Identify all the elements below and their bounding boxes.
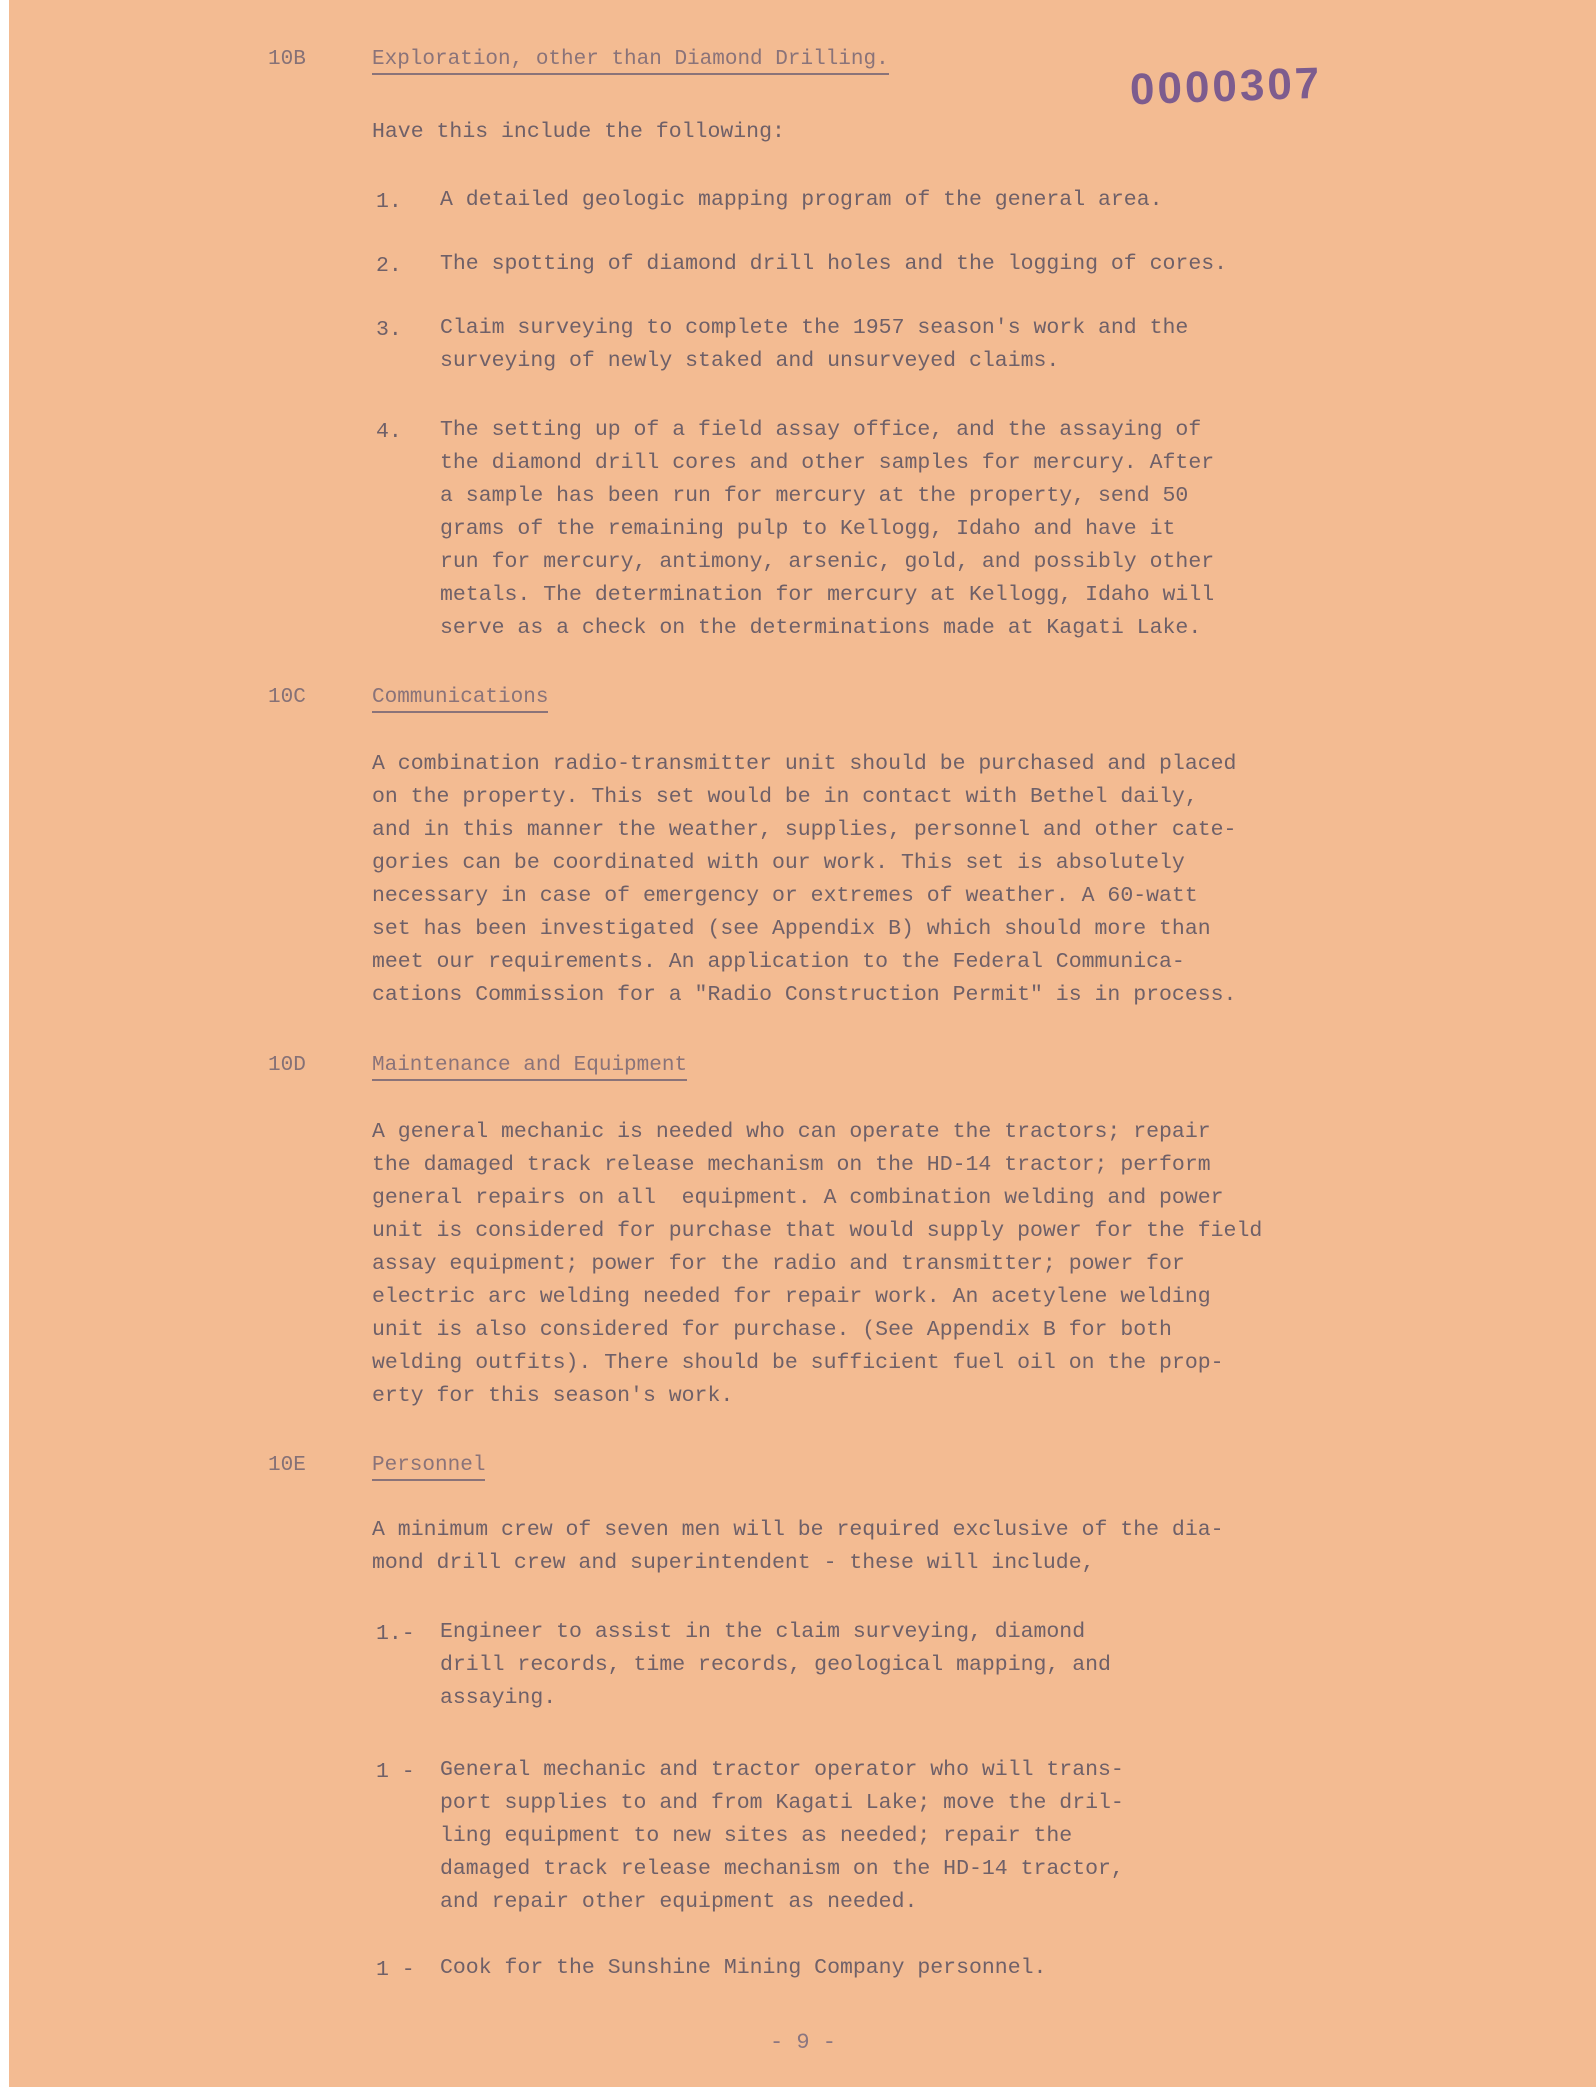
section-10b-item-1-number: 1. bbox=[376, 190, 402, 214]
section-10e-item-2-number: 1 - bbox=[376, 1760, 415, 1784]
section-10e-item-3-number: 1 - bbox=[376, 1958, 415, 1982]
section-10d-body: A general mechanic is needed who can operate the tractors; repair the damaged track release mechanism on the HD-14 tractor; perform general repairs on all equipment. A combination welding and power unit is considered for purchase that would supply power for the field assay equipment; power for the radio and transmitter; power for electric arc welding needed for repair work. An acetylene welding unit is also considered for purchase. (See Appendix B for both welding outfits). There should be sufficient fuel oil on the prop- erty for this season's work. bbox=[372, 1120, 1263, 1408]
scan-edge-left bbox=[0, 0, 9, 2091]
section-10e-item-2-text: General mechanic and tractor operator who will trans- port supplies to and from Kagati Lake; move the dril- ling equipment to new sites as needed; repair the damaged track release mechanism on the HD-14 tractor, and repair other equipment as needed. bbox=[440, 1758, 1124, 1914]
section-10c-title: Communications bbox=[372, 686, 548, 713]
section-10b-item-2-number: 2. bbox=[376, 254, 402, 278]
section-10c-number: 10C bbox=[268, 686, 306, 709]
section-10b-item-4-number: 4. bbox=[376, 420, 402, 444]
section-10b-item-4-text: The setting up of a field assay office, and the assaying of the diamond drill cores and other samples for mercury. After a sample has been run for mercury at the property, send 50 grams of the remaining pulp to Kellogg, Idaho and have it run for mercury, antimony, arsenic, gold, and possibly other metals. The determination for mercury at Kellogg, Idaho will serve as a check on the determinations made at Kagati Lake. bbox=[440, 418, 1215, 640]
section-10e-item-3-text: Cook for the Sunshine Mining Company personnel. bbox=[440, 1956, 1047, 1980]
section-10b-item-3-text: Claim surveying to complete the 1957 season's work and the surveying of newly staked and unsurveyed claims. bbox=[440, 316, 1189, 373]
section-10d-number: 10D bbox=[268, 1054, 306, 1077]
section-10e-number: 10E bbox=[268, 1454, 306, 1477]
section-10b-number: 10B bbox=[268, 48, 306, 71]
section-10b-item-1-text: A detailed geologic mapping program of the general area. bbox=[440, 188, 1163, 212]
section-10e-title: Personnel bbox=[372, 1454, 485, 1481]
section-10d-title: Maintenance and Equipment bbox=[372, 1054, 687, 1081]
section-10b-title: Exploration, other than Diamond Drilling. bbox=[372, 48, 889, 75]
section-10b-item-3-number: 3. bbox=[376, 318, 402, 342]
section-10b-item-2-text: The spotting of diamond drill holes and the logging of cores. bbox=[440, 252, 1228, 276]
section-10e-body: A minimum crew of seven men will be required exclusive of the dia- mond drill crew and superintendent - these will include, bbox=[372, 1518, 1224, 1575]
section-10b-intro: Have this include the following: bbox=[372, 120, 785, 144]
page-number: - 9 - bbox=[770, 2030, 837, 2055]
document-number-stamp: 0000307 bbox=[1129, 58, 1324, 115]
section-10c-body: A combination radio-transmitter unit should be purchased and placed on the property. This set would be in contact with Bethel daily, and in this manner the weather, supplies, personnel and other cate- gories can be coordinated with our work. This set is absolutely necessary in case of emergency or extremes of weather. A 60-watt set has been investigated (see Appendix B) which should more than meet our requirements. An application to the Federal Communica- cations Commission for a "Radio Construction Permit" is in process. bbox=[372, 752, 1237, 1007]
section-10e-item-1-number: 1.- bbox=[376, 1622, 415, 1646]
section-10e-item-1-text: Engineer to assist in the claim surveying, diamond drill records, time records, geological mapping, and assaying. bbox=[440, 1620, 1111, 1710]
scan-edge-bottom bbox=[0, 2087, 1596, 2091]
